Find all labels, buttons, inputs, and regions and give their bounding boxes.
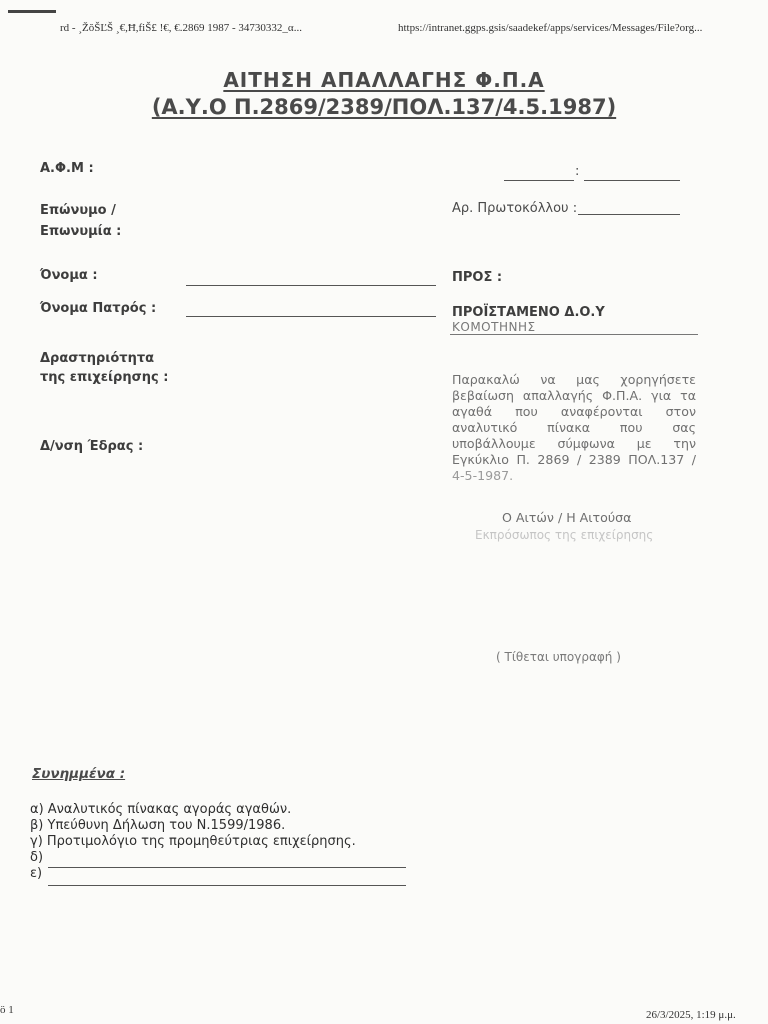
form-title: ΑΙΤΗΣΗ ΑΠΑΛΛΑΓΗΣ Φ.Π.Α (223, 68, 545, 92)
date-line-1 (504, 180, 574, 181)
date-colon: : (575, 164, 580, 179)
attachment-item-blank: δ) (30, 850, 44, 865)
request-line: βεβαίωση απαλλαγής Φ.Π.Α. για τα (452, 388, 696, 403)
form-subtitle: (Α.Υ.Ο Π.2869/2389/ΠΟΛ.137/4.5.1987) (151, 95, 617, 119)
name-label: Όνομα : (40, 268, 98, 283)
surname-label-2: Επωνυμία : (40, 224, 122, 239)
request-line: Εγκύκλιο Π. 2869 / 2389 ΠΟΛ.137 / (452, 452, 696, 467)
attachment-item-blank: ε) (30, 866, 43, 881)
protocol-line (578, 214, 680, 215)
protocol-label: Αρ. Πρωτοκόλλου : (452, 201, 578, 216)
activity-label-1: Δραστηριότητα (40, 351, 155, 366)
request-line: αναλυτικό πίνακα που σας (452, 420, 696, 435)
request-line: υποβάλλουμε σύμφωνα με την (452, 436, 696, 451)
afm-label: Α.Φ.Μ : (40, 161, 94, 176)
father-name-label: Όνομα Πατρός : (40, 301, 157, 316)
recipient-label: ΠΡΟΪΣΤΑΜΕΝΟ Δ.Ο.Υ (452, 305, 605, 320)
print-header-url: https://intranet.ggps.gsis/saadekef/apps/services/Messages/File?org... (398, 22, 703, 34)
applicant-label: Ο Αιτών / Η Αιτούσα (502, 510, 632, 525)
attachment-blank-line-e (48, 885, 406, 886)
father-name-line (186, 316, 436, 317)
representative-label: Εκπρόσωπος της επιχείρησης (475, 528, 654, 542)
footer-page-number: ö 1 (0, 1004, 14, 1016)
to-label: ΠΡΟΣ : (452, 270, 503, 285)
recipient-line (450, 334, 698, 335)
address-label: Δ/νση Έδρας : (40, 439, 144, 454)
request-paragraph (452, 372, 696, 484)
footer-timestamp: 26/3/2025, 1:19 μ.μ. (646, 1009, 736, 1021)
attachment-list (30, 802, 356, 882)
surname-label-1: Επώνυμο / (40, 203, 116, 218)
attachment-item: β) Υπεύθυνη Δήλωση του Ν.1599/1986. (30, 818, 286, 833)
request-line: αγαθά που αναφέρονται στον (452, 404, 696, 419)
request-line: Παρακαλώ να μας χορηγήσετε (452, 372, 696, 387)
recipient-city: ΚΟΜΟΤΗΝΗΣ (452, 320, 536, 334)
scan-edge-mark (8, 10, 56, 13)
date-line-2 (584, 180, 680, 181)
print-header-left: rd - ¸ŽŏŠĽŠ ¸€,Ħ,fiŠ£ !€, €.2869 1987 - 34730332_α... (60, 22, 302, 34)
name-line (186, 285, 436, 286)
attachment-blank-line-d (48, 867, 406, 868)
signature-note: ( Τίθεται υπογραφή ) (496, 650, 621, 664)
attachment-item: γ) Προτιμολόγιο της προμηθεύτριας επιχείρησης. (30, 834, 356, 849)
attachments-heading: Συνημμένα : (32, 766, 126, 782)
attachment-item: α) Αναλυτικός πίνακας αγοράς αγαθών. (30, 802, 292, 817)
activity-label-2: της επιχείρησης : (40, 370, 169, 385)
request-line: 4-5-1987. (452, 468, 514, 483)
